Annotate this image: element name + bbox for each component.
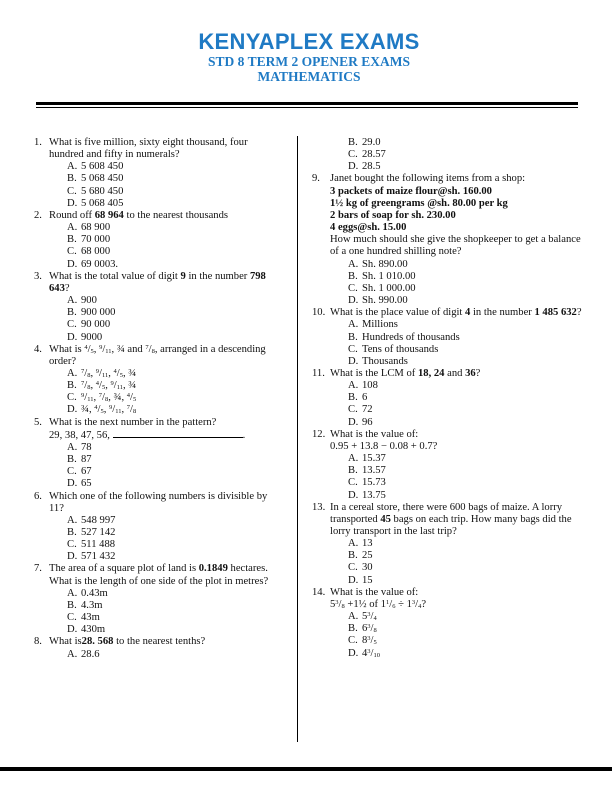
option-d[interactable] (67, 624, 278, 636)
question-text (49, 636, 278, 648)
option-letter: A. (348, 453, 359, 465)
option-letter: D. (348, 574, 359, 586)
option-b[interactable] (348, 465, 588, 477)
question-1 (34, 137, 278, 210)
option-c[interactable] (67, 319, 278, 331)
option-text: 5 608 450 (81, 161, 124, 173)
question-text: What is the value of: (330, 586, 419, 598)
text-part: hectares. What is the length of one side of the plot in metres? (49, 563, 269, 587)
option-text: 5 680 450 (81, 185, 124, 197)
option-d[interactable] (67, 404, 278, 416)
option-text: 13.75 (362, 489, 386, 501)
option-letter: A. (67, 161, 78, 173)
option-d[interactable] (348, 490, 588, 502)
option-text: Sh. 890.00 (362, 258, 408, 270)
option-b[interactable] (67, 380, 278, 392)
question-8 (34, 636, 278, 660)
option-text: Sh. 1 010.00 (362, 270, 416, 282)
option-text: 69 0003. (81, 258, 119, 270)
text-part: ? (475, 367, 481, 379)
option-text: Hundreds of thousands (362, 331, 460, 343)
option-a[interactable] (348, 319, 588, 331)
option-c[interactable] (348, 562, 588, 574)
question-5 (34, 417, 278, 491)
text-part: ? (576, 307, 582, 319)
option-letter: C. (348, 343, 358, 355)
option-c[interactable] (348, 635, 588, 647)
option-letter: D. (348, 355, 359, 367)
option-a[interactable] (67, 368, 278, 380)
option-d[interactable] (67, 478, 278, 490)
question-11 (312, 368, 588, 429)
text-part: In a cereal store, there were 600 bags of maize. A lorry transported (330, 501, 563, 525)
option-text: 13 (362, 538, 373, 550)
option-b[interactable] (348, 623, 588, 635)
subject-title: MATHEMATICS (257, 69, 361, 84)
option-d[interactable] (67, 332, 278, 344)
option-text: 430m (81, 624, 106, 636)
question-number: 7. (34, 563, 42, 575)
bold-number: 45 (380, 513, 391, 525)
options (49, 222, 278, 271)
option-letter: D. (67, 624, 78, 636)
question-text: What is $^4/_5$, $^9/_{11}$, ¾ and $^7/_8$, arranged in a descending order? (49, 343, 266, 367)
option-a[interactable] (67, 222, 278, 234)
option-text: 13.57 (362, 465, 386, 477)
option-letter: B. (67, 454, 77, 466)
option-letter: A. (348, 319, 359, 331)
option-d[interactable] (348, 575, 588, 587)
option-text: $^9/_{11}$, $^7/_8$, ¾, $^4/_5$ (81, 392, 137, 404)
options (330, 259, 588, 308)
pattern-line: 29, 38, 47, 56, . (49, 429, 246, 441)
option-c[interactable] (67, 466, 278, 478)
option-text: 87 (81, 454, 92, 466)
option-b[interactable] (348, 137, 588, 149)
option-a[interactable] (67, 161, 278, 173)
options (330, 538, 588, 587)
option-letter: A. (348, 380, 359, 392)
question-4 (34, 344, 278, 417)
option-letter: B. (67, 527, 77, 538)
option-text: 25 (362, 550, 373, 562)
option-c[interactable] (348, 344, 588, 356)
option-text: $4^3/_{10}$ (362, 647, 380, 659)
option-letter: A. (67, 514, 78, 526)
question-followup: How much should she give the shopkeeper to get a balance of a one hundred shilling note? (330, 234, 581, 258)
option-text: Thousands (362, 355, 408, 367)
text-part: What is the LCM of (330, 367, 418, 379)
option-letter: A. (348, 611, 359, 623)
option-text: 6 (362, 392, 368, 404)
option-b[interactable] (67, 234, 278, 246)
option-text: 29.0 (362, 137, 381, 148)
option-b[interactable] (348, 550, 588, 562)
bold-number: 36 (465, 367, 476, 379)
text-part: arranged in a descending order? (49, 343, 266, 367)
option-text: Sh. 1 000.00 (362, 282, 416, 294)
option-text: 108 (362, 380, 378, 392)
option-letter: A. (67, 367, 78, 379)
question-number: 5. (34, 416, 42, 428)
bold-numbers: 18, 24 (417, 367, 445, 379)
option-letter: A. (67, 587, 78, 599)
option-a[interactable] (67, 649, 278, 661)
question-6 (34, 491, 278, 564)
shop-item: 2 bars of soap for sh. 230.00 (330, 209, 456, 221)
question-13 (312, 502, 588, 587)
question-text: What is the value of: (330, 428, 419, 440)
option-text: 5 068 450 (81, 173, 124, 185)
option-letter: C. (348, 477, 358, 489)
option-text: $^7/_8$, $^4/_5$, $^9/_{11}$, ¾ (81, 380, 137, 392)
option-a[interactable] (348, 538, 588, 550)
question-number: 13. (312, 501, 326, 513)
pattern: 29, 38, 47, 56, (49, 429, 110, 441)
options (330, 319, 588, 368)
option-d[interactable] (67, 551, 278, 563)
option-text: 900 (81, 295, 97, 307)
option-letter: D. (348, 647, 359, 659)
options (49, 515, 278, 564)
option-text: $6^3/_8$ (362, 623, 377, 635)
option-letter: D. (67, 258, 78, 270)
question-number: 10. (312, 307, 326, 319)
option-letter: B. (67, 173, 77, 185)
option-letter: C. (348, 149, 358, 161)
option-letter: B. (348, 465, 358, 477)
option-letter: D. (348, 295, 359, 307)
option-a[interactable] (348, 611, 588, 623)
option-d[interactable] (348, 648, 588, 660)
option-c[interactable] (67, 246, 278, 258)
option-text: Sh. 990.00 (362, 295, 408, 307)
option-letter: C. (348, 635, 358, 647)
option-b[interactable] (67, 307, 278, 319)
option-letter: A. (348, 258, 359, 270)
option-text: ¾, $^4/_5$, $^9/_{11}$, $^7/_8$ (81, 404, 137, 416)
option-text: 68 900 (81, 222, 111, 234)
option-text: 28.57 (362, 149, 386, 161)
question-text (49, 563, 278, 587)
question-number: 11. (312, 367, 325, 379)
option-b[interactable] (67, 600, 278, 612)
text-part: bags on each trip. How many bags did the lorry transport in the last trip? (330, 513, 572, 537)
text-part: ? (64, 282, 70, 294)
option-d[interactable] (348, 356, 588, 368)
option-text: $8^3/_5$ (362, 635, 377, 647)
option-letter: B. (67, 380, 77, 392)
option-b[interactable] (348, 332, 588, 344)
shop-item: 4 eggs@sh. 15.00 (330, 222, 407, 234)
exam-subtitle: STD 8 TERM 2 OPENER EXAMS (208, 54, 410, 69)
option-text: 900 000 (81, 307, 116, 319)
option-letter: D. (67, 331, 78, 343)
option-b[interactable] (348, 271, 588, 283)
options (49, 295, 278, 344)
option-letter: A. (67, 648, 78, 660)
option-letter: B. (348, 623, 358, 635)
option-b[interactable] (67, 173, 278, 185)
options (49, 442, 278, 491)
options (49, 368, 278, 417)
text-part: to the nearest tenths? (113, 636, 206, 648)
option-b[interactable] (67, 527, 278, 539)
option-letter: B. (67, 234, 77, 246)
option-text: 0.43m (81, 587, 108, 599)
option-letter: D. (348, 416, 359, 428)
options (330, 380, 588, 429)
bold-number: 1 485 632 (534, 307, 577, 319)
option-letter: D. (67, 478, 78, 490)
option-text: 68 000 (81, 246, 111, 258)
option-letter: C. (348, 282, 358, 294)
option-text: 72 (362, 404, 373, 416)
expression: $5^3/_8$ +1½ of $1^1/_6 \div 1^3/_4$? (330, 598, 427, 610)
option-text: 90 000 (81, 319, 111, 331)
option-text: Millions (362, 319, 398, 331)
option-text: 9000 (81, 331, 103, 343)
option-letter: D. (67, 551, 78, 563)
option-letter: A. (67, 295, 78, 307)
text-part: Round off (49, 209, 95, 221)
text-part: What is the total value of digit (49, 270, 181, 282)
question-number: 1. (34, 137, 42, 148)
column-divider (297, 136, 298, 742)
options (330, 611, 588, 660)
option-letter: D. (348, 161, 359, 173)
shop-item: 1½ kg of greengrams @sh. 80.00 per kg (330, 197, 508, 209)
option-c[interactable] (348, 283, 588, 295)
text-part: What is the place value of digit (330, 307, 466, 319)
option-c[interactable] (67, 612, 278, 624)
bold-number: 0.1849 (198, 563, 228, 575)
question-text: Janet bought the following items from a shop: (330, 173, 526, 185)
option-letter: B. (348, 550, 358, 562)
text-part: What is (49, 636, 82, 648)
option-letter: B. (348, 270, 358, 282)
header-double-rule (36, 102, 578, 108)
option-text: 28.6 (81, 648, 100, 660)
question-12 (312, 429, 588, 502)
option-d[interactable] (348, 295, 588, 307)
option-letter: A. (67, 441, 78, 453)
option-text: 30 (362, 562, 373, 574)
option-text: 67 (81, 466, 92, 478)
question-text (330, 307, 588, 319)
question-number: 3. (34, 270, 42, 282)
option-text: 15.37 (362, 453, 386, 465)
option-text: 43m (81, 612, 100, 624)
question-3 (34, 271, 278, 344)
option-a[interactable] (67, 588, 278, 600)
option-text: 15 (362, 574, 373, 586)
option-letter: B. (348, 331, 358, 343)
option-a[interactable] (67, 442, 278, 454)
question-number: 9. (312, 173, 320, 185)
option-letter: B. (348, 392, 358, 404)
option-letter: C. (67, 185, 77, 197)
question-number: 4. (34, 343, 42, 355)
bold-number: 798 643 (49, 270, 266, 294)
exam-header (0, 30, 612, 84)
bold-number: 28. 568 (81, 636, 114, 648)
option-letter: C. (67, 612, 77, 624)
bold-digit: 9 (180, 270, 186, 282)
option-text: 28.5 (362, 161, 381, 173)
option-text: 571 432 (81, 551, 116, 563)
item-list (330, 186, 588, 235)
text-part: and (444, 367, 466, 379)
right-column (312, 137, 588, 660)
option-c[interactable] (348, 149, 588, 161)
option-text: $5^3/_4$ (362, 611, 377, 623)
option-text: 70 000 (81, 234, 111, 246)
option-letter: B. (348, 137, 358, 148)
option-text: 78 (81, 441, 92, 453)
option-c[interactable] (348, 404, 588, 416)
option-text: 527 142 (81, 527, 116, 538)
question-14 (312, 587, 588, 660)
option-text: Tens of thousands (362, 343, 439, 355)
option-letter: B. (67, 307, 77, 319)
option-letter: D. (67, 197, 78, 209)
option-letter: C. (67, 466, 77, 478)
answer-blank (113, 429, 243, 438)
bold-digit: 4 (465, 307, 471, 319)
option-c[interactable] (67, 392, 278, 404)
option-letter: D. (348, 489, 359, 501)
option-d[interactable] (67, 198, 278, 210)
question-text: What is five million, sixty eight thousand, four hundred and fifty in numerals? (49, 137, 248, 161)
fraction: $^9/_{11}$ (99, 343, 112, 355)
option-text: 4.3m (81, 599, 103, 611)
bold-number: 68 964 (94, 209, 124, 221)
text-part: to the nearest thousands (123, 209, 229, 221)
option-d[interactable] (348, 417, 588, 429)
text-part: What is (49, 343, 85, 355)
option-d[interactable] (348, 161, 588, 173)
fraction: $^4/_5$ (84, 343, 94, 355)
option-b[interactable] (67, 454, 278, 466)
option-text: 511 488 (81, 539, 116, 551)
question-text (49, 271, 278, 295)
option-c[interactable] (67, 186, 278, 198)
option-b[interactable] (348, 392, 588, 404)
option-letter: A. (67, 222, 78, 234)
question-number: 14. (312, 586, 326, 598)
option-text: 15.73 (362, 477, 386, 489)
text-part: in the number (470, 307, 535, 319)
option-letter: C. (67, 319, 77, 331)
option-a[interactable] (348, 259, 588, 271)
shop-item: 3 packets of maize flour@sh. 160.00 (330, 185, 492, 197)
question-number: 12. (312, 428, 326, 440)
question-10 (312, 307, 588, 368)
question-2 (34, 210, 278, 271)
option-c[interactable] (348, 477, 588, 489)
question-8-continued-options (312, 137, 588, 173)
option-a[interactable] (67, 515, 278, 527)
fraction: ¾ (116, 343, 125, 355)
brand-title: KENYAPLEX EXAMS (198, 29, 420, 54)
expression: 0.95 + 13.8 − 0.08 + 0.7? (330, 440, 438, 452)
question-text (330, 502, 588, 538)
fraction: $^7/_8$ (145, 343, 155, 355)
option-a[interactable] (348, 380, 588, 392)
question-text (49, 210, 278, 222)
option-text: 96 (362, 416, 373, 428)
option-letter: A. (348, 538, 359, 550)
question-text: Which one of the following numbers is divisible by 11? (49, 490, 268, 514)
option-text: 5 068 405 (81, 197, 124, 209)
option-text: 65 (81, 478, 92, 490)
option-letter: C. (67, 392, 77, 404)
option-text: $^7/_8$, $^9/_{11}$, $^4/_5$, ¾ (81, 367, 137, 379)
rule-thick (36, 102, 578, 105)
question-text (330, 368, 588, 380)
options (49, 649, 278, 661)
option-letter: C. (67, 246, 77, 258)
options (330, 453, 588, 502)
rule-thin (36, 107, 578, 108)
footer-rule (0, 767, 612, 771)
text-part: in the number (185, 270, 250, 282)
option-letter: C. (348, 404, 358, 416)
options (49, 588, 278, 637)
option-a[interactable] (348, 453, 588, 465)
option-a[interactable] (67, 295, 278, 307)
question-number: 6. (34, 490, 42, 502)
option-c[interactable] (67, 539, 278, 551)
question-number: 8. (34, 636, 42, 648)
question-7 (34, 563, 278, 636)
option-text: 548 997 (81, 514, 116, 526)
option-letter: C. (348, 562, 358, 574)
left-column (34, 137, 278, 661)
question-9 (312, 173, 588, 307)
option-letter: B. (67, 599, 77, 611)
option-d[interactable] (67, 259, 278, 271)
option-letter: D. (67, 404, 78, 416)
option-letter: C. (67, 539, 77, 551)
question-number: 2. (34, 209, 42, 221)
options (49, 161, 278, 210)
text-part: The area of a square plot of land is (49, 563, 199, 575)
question-text: What is the next number in the pattern? (49, 416, 217, 428)
